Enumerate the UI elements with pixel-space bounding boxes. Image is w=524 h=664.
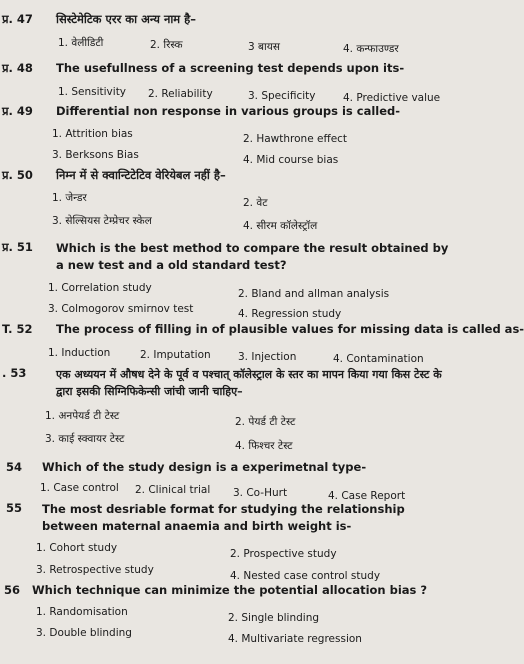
option: 1. अनपेयर्ड टी टेस्ट (45, 410, 120, 422)
option: 3. Colmogorov smirnov test (48, 303, 194, 315)
option: 3. Double blinding (36, 627, 132, 639)
option: 2. Hawthrone effect (243, 133, 348, 145)
option: 1. Sensitivity (58, 86, 127, 98)
option: 2. रिस्क (150, 39, 183, 51)
option: 1. Correlation study (48, 282, 152, 294)
question-text: सिस्टेमेटिक एरर का अन्य नाम है– (56, 12, 197, 26)
option: 3. सेल्सियस टेम्प्रेचर स्केल (52, 215, 152, 227)
question-text: The most desriable format for studying the relationship between maternal anaemia and birth weight is- (42, 502, 405, 533)
option: 2. वेट (243, 197, 268, 209)
option: 2. Single blinding (228, 612, 320, 624)
question-53 (0, 366, 460, 400)
option: 2. पेयर्ड टी टेस्ट (235, 416, 296, 428)
question-text: एक अध्ययन में औषध देने के पूर्व व पश्चात् कॉलेस्ट्राल के स्तर का मापन किया गया किस टेस्ट के द्वारा इसकी सिग्निफिकेन्सी जांची जानी चाहिए– (56, 368, 442, 398)
option: 3. Co-Hurt (233, 487, 288, 499)
option: 4. Nested case control study (230, 570, 381, 582)
option: 3. Specificity (248, 90, 316, 102)
option: 1. Case control (40, 482, 119, 494)
question-number: 54 (6, 460, 23, 474)
question-55 (0, 501, 460, 535)
question-number: T. 52 (2, 322, 33, 336)
question-text: Which is the best method to compare the result obtained by a new test and a old standard test? (56, 241, 449, 272)
question-text: निम्न में से क्वान्टिटेटिव वेरियेबल नहीं है– (56, 168, 226, 182)
option: 4. फिश्चर टेस्ट (235, 440, 293, 452)
question-text: The process of filling in of plausible values for missing data is called as- (56, 322, 524, 336)
question-number: प्र. 47 (2, 12, 33, 26)
option: 4. Regression study (238, 308, 342, 320)
option: 3 बायस (248, 41, 280, 53)
question-number: 56 (4, 583, 21, 597)
option: 4. Predictive value (343, 92, 441, 104)
question-number: प्र. 51 (2, 240, 33, 254)
question-text: The usefullness of a screening test depends upon its- (56, 61, 405, 75)
option: 4. Contamination (333, 353, 424, 365)
option: 1. Cohort study (36, 542, 118, 554)
question-number: प्र. 50 (2, 168, 33, 182)
option: 4. Case Report (328, 490, 406, 502)
option: 4. कन्फाउण्डर (343, 43, 399, 55)
question-number: 55 (6, 501, 23, 515)
question-number: प्र. 48 (2, 61, 33, 75)
option: 2. Clinical trial (135, 484, 211, 496)
question-text: Which technique can minimize the potential allocation bias ? (32, 583, 428, 597)
question-number: . 53 (2, 366, 27, 380)
question-text: Differential non response in various groups is called- (56, 104, 401, 118)
option: 3. Injection (238, 351, 297, 363)
option: 2. Prospective study (230, 548, 337, 560)
option: 4. Multivariate regression (228, 633, 362, 645)
option: 1. वेलीडिटी (58, 37, 104, 49)
question-text: Which of the study design is a experimetnal type- (42, 460, 367, 474)
option: 2. Imputation (140, 349, 211, 361)
option: 3. काई स्क्वायर टेस्ट (45, 433, 125, 445)
option: 4. Mid course bias (243, 154, 339, 166)
option: 1. जेन्डर (52, 192, 87, 204)
option: 4. सीरम कॉलेस्ट्रॉल (243, 220, 318, 232)
option: 2. Reliability (148, 88, 213, 100)
option: 2. Bland and allman analysis (238, 288, 390, 300)
option: 1. Induction (48, 347, 111, 359)
question-number: प्र. 49 (2, 104, 33, 118)
option: 1. Randomisation (36, 606, 128, 618)
option: 3. Berksons Bias (52, 149, 139, 161)
question-51 (0, 240, 460, 272)
option: 1. Attrition bias (52, 128, 133, 140)
option: 3. Retrospective study (36, 564, 154, 576)
